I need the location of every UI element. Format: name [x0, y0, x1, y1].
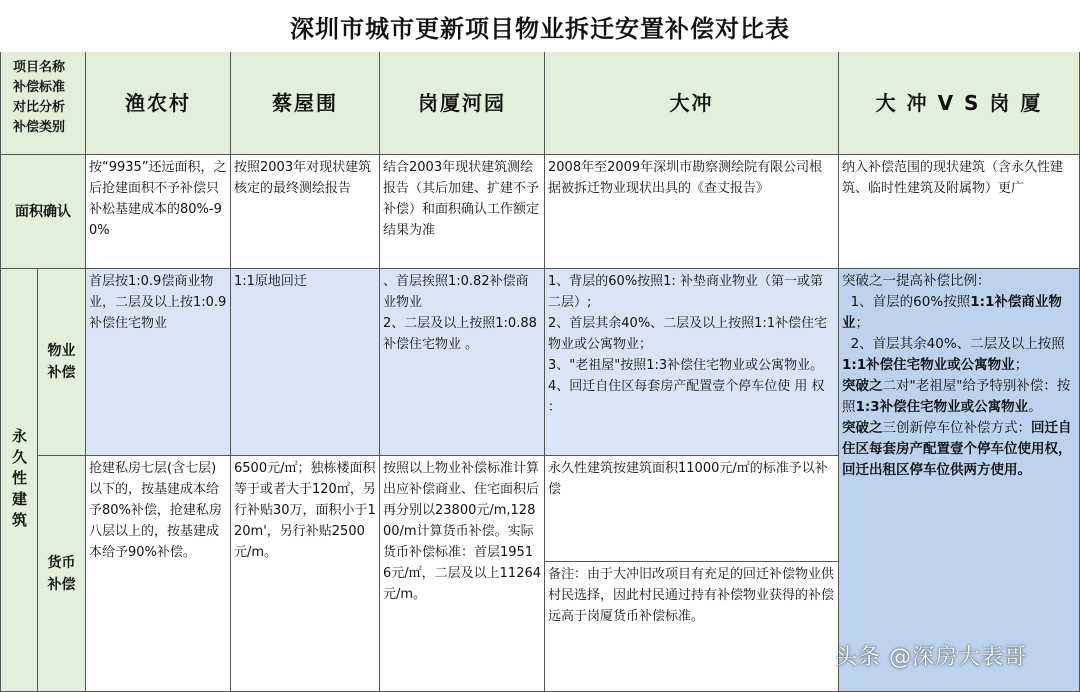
- permanent-label: 永久性建筑: [10, 427, 28, 533]
- row-group-permanent: [0, 269, 38, 692]
- money-gangxia: 按照以上物业补偿标准计算出应补偿商业、住宅面积后再分别以23800元/m,12800/m计算货币补偿。实际货币补偿标准：首层19516元/㎡，二层及以上11264元/m。: [380, 456, 545, 692]
- row-label-area: 面积确认: [0, 155, 86, 269]
- money-yunong: 抢建私房七层(含七层)以下的，按基建成本给予80%补偿，抢建私房八层以上的，按基建成本给予90%补偿。: [86, 456, 231, 692]
- breakthrough-5: 突破之三创新停车位补偿方式：回迁自住区每套房产配置壹个停车位使用权，回迁出租区停车位供两方使用。: [842, 420, 1072, 478]
- row-label-property: 物业补偿: [38, 269, 86, 456]
- compare-breakthrough: [839, 269, 1080, 692]
- corner-header-cell: [0, 52, 86, 155]
- area-gangxia: 结合2003年现状建筑测绘报告（其后加建、扩建不予补偿）和面积确认工作额定结果为准: [380, 155, 545, 269]
- column-header-yunong: 渔农村: [86, 52, 231, 155]
- column-header-gangxia: 岗厦河园: [380, 52, 545, 155]
- corner-line-3: 对比分析: [13, 100, 66, 115]
- property-caiwuwei: 1:1原地回迁: [231, 269, 380, 456]
- area-caiwuwei: 按照2003年对现状建筑核定的最终测绘报告: [231, 155, 380, 269]
- breakthrough-4: 突破之二对"老祖屋"给予特别补偿：按照1:3补偿住宅物业或公寓物业。: [842, 378, 1071, 415]
- area-yunong: 按“9935”还远面积，之后抢建面积不予补偿只补松基建成本的80%-90%: [86, 155, 231, 269]
- corner-line-4: 补偿类别: [13, 120, 66, 135]
- area-compare: 纳入补偿范围的现状建筑（含永久性建筑、临时性建筑及附属物）更广: [839, 155, 1080, 269]
- breakthrough-2: 1、首层的60%按照1:1补偿商业物业；: [842, 294, 1062, 331]
- breakthrough-1: 突破之一提高补偿比例：: [842, 273, 991, 289]
- breakthrough-3: 2、首层其余40%、二层及以上按照1:1补偿住宅物业或公寓物业；: [842, 336, 1065, 373]
- sheet-title: 深圳市城市更新项目物业拆迁安置补偿对比表: [0, 0, 1080, 53]
- property-gangxia: 、首层挨照1:0.82补偿商业物业 2、二层及以上按照1:0.88补偿住宅物业 。: [380, 269, 545, 456]
- watermark: 头条 @深房大表哥: [835, 645, 1027, 670]
- area-dachong: 2008年至2009年深圳市勘察测绘院有限公司根据被拆迁物业现状出具的《查丈报告》: [545, 155, 839, 269]
- money-dachong: 永久性建筑按建筑面积11000元/㎡的标准予以补偿: [545, 456, 839, 562]
- property-yunong: 首层按1:0.9偿商业物业，二层及以上按1:0.9补偿住宅物业: [86, 269, 231, 456]
- column-header-compare: 大 冲 V S 岗 厦: [839, 52, 1080, 155]
- money-dachong-note: 备注：由于大冲旧改项目有充足的回迁补偿物业供村民选择，因此村民通过持有补偿物业获得的补偿远高于岗厦货币补偿标准。: [545, 562, 839, 692]
- money-caiwuwei: 6500元/㎡；独栋楼面积等于或者大于120㎡，另行补贴30万，面积小于120m'，另行补贴2500元/m。: [231, 456, 380, 692]
- corner-line-2: 补偿标准: [13, 80, 66, 95]
- corner-line-1: 项目名称: [13, 60, 66, 75]
- column-header-caiwuwei: 蔡屋围: [231, 52, 380, 155]
- property-dachong: 1、背层的60%按照1: 补垫商业物业（第一或第二层）; 2、首层其余40%、二层及以上按照1:1补偿住宅物业或公寓物业； 3、"老祖屋"按照1:3补偿住宅物业或公寓物业。 4、回迁自住区每套房产配置壹个停车位使 用 权 ：: [545, 269, 839, 456]
- column-header-dachong: 大冲: [545, 52, 839, 155]
- row-label-money: 货币补偿: [38, 456, 86, 692]
